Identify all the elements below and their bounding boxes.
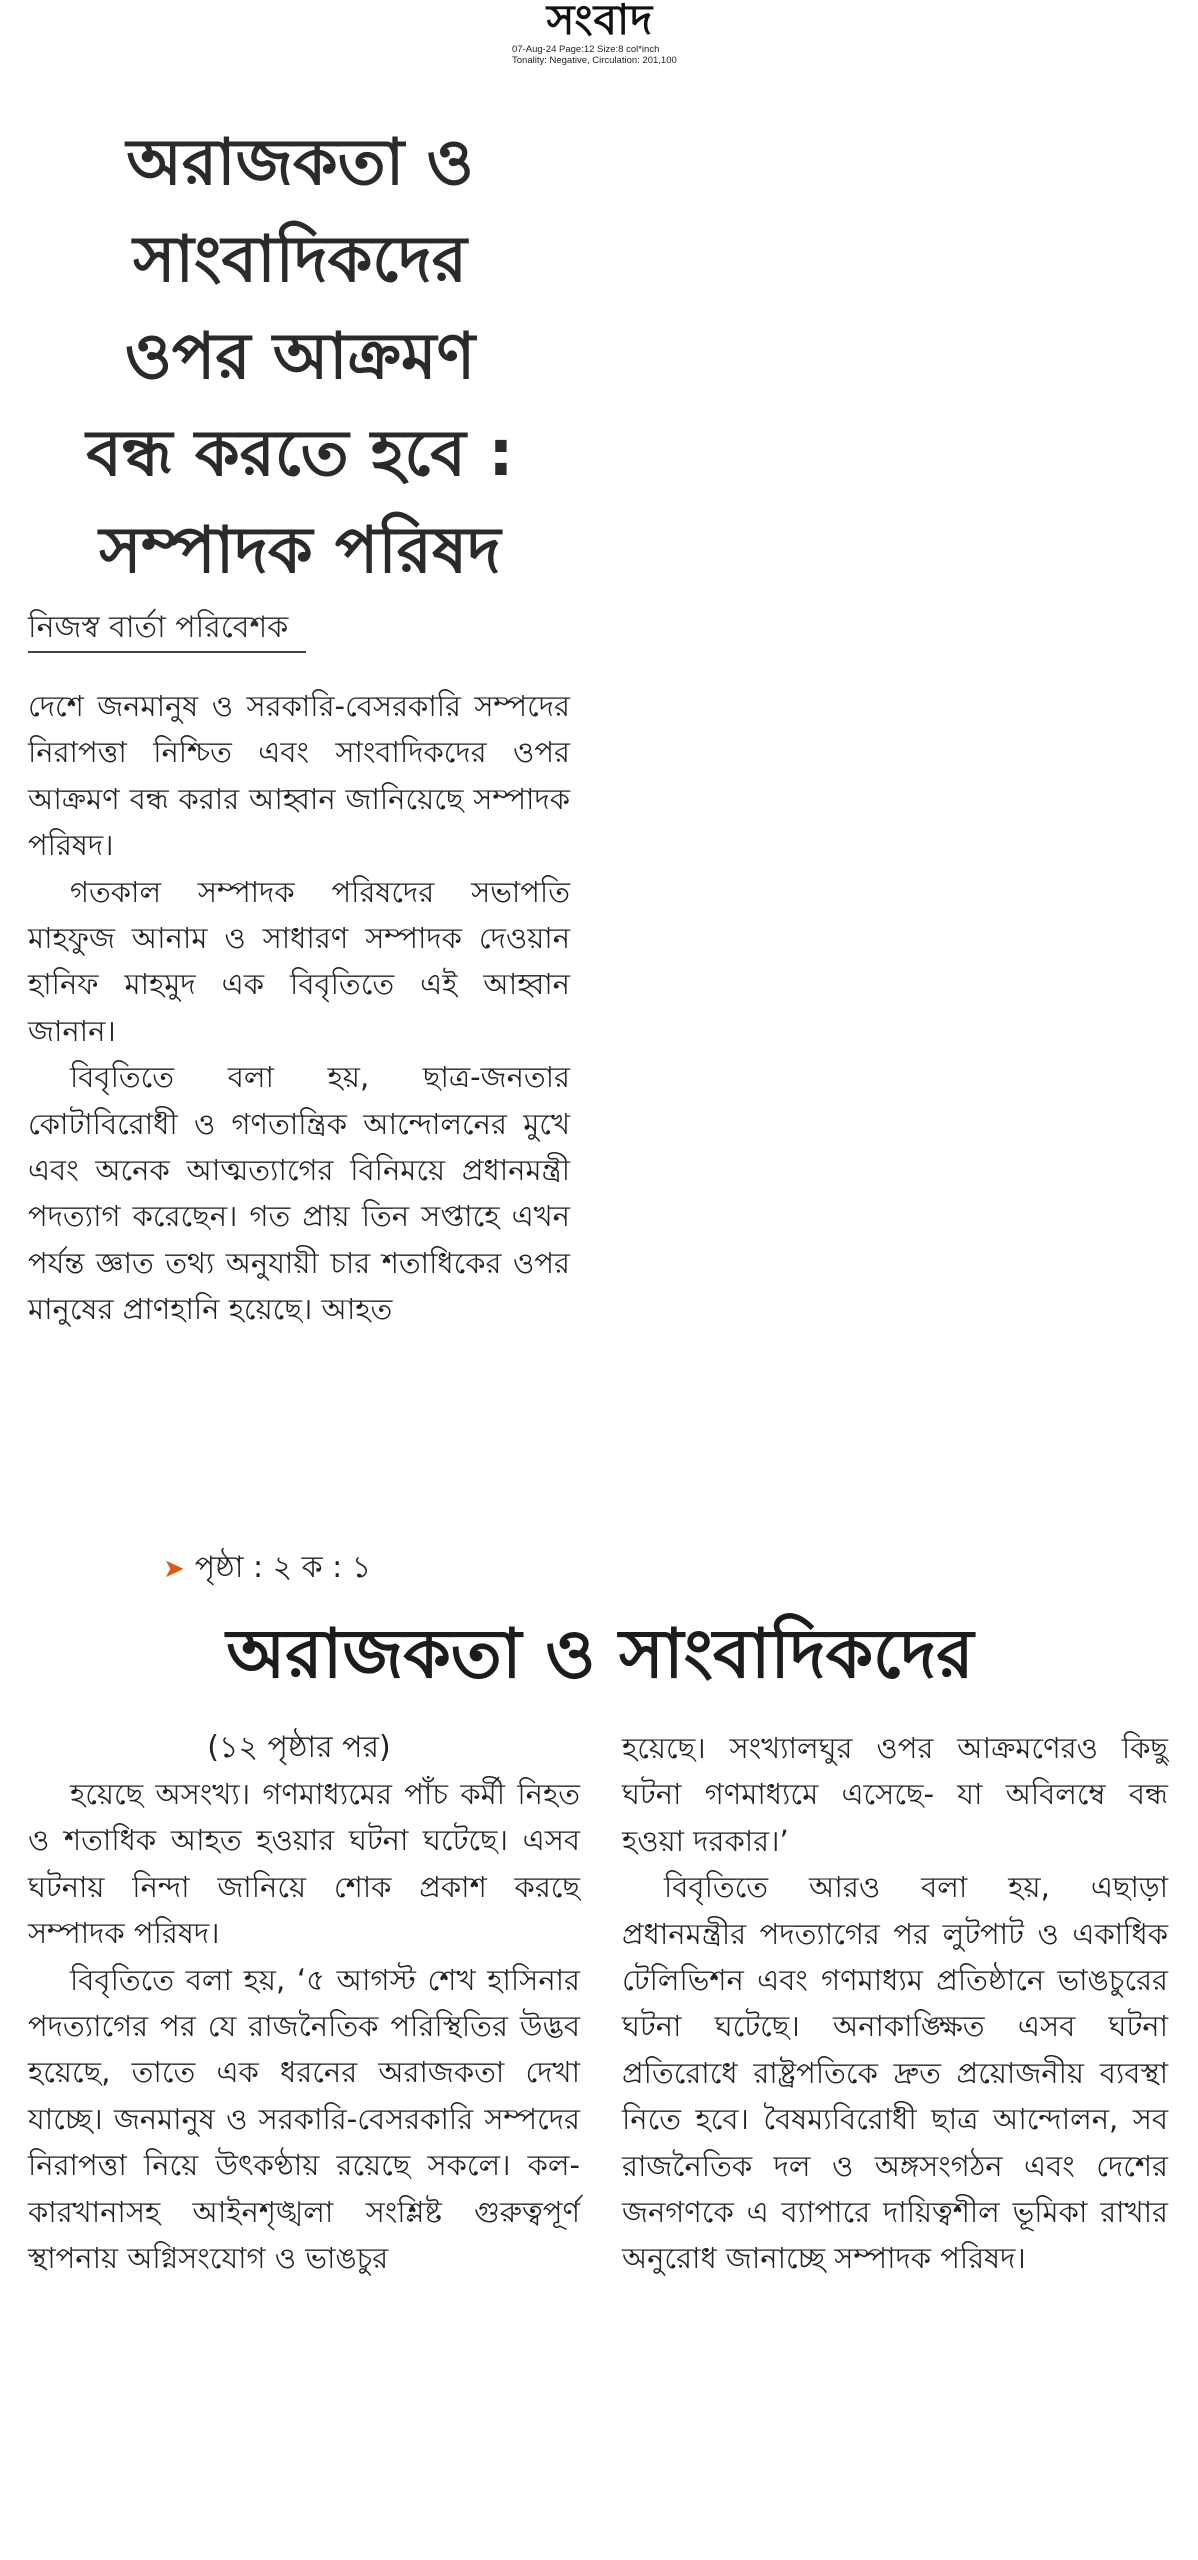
paragraph: বিবৃতিতে বলা হয়, ‘৫ আগস্ট শেখ হাসিনার পদত্যাগের পর যে রাজনৈতিক পরিস্থিতির উদ্ভব হয়েছে, তাতে এক ধরনের অরাজকতা দেখা যাচ্ছে। জনমানুষ ও সরকারি-বেসরকারি সম্পদের নিরাপত্তা নিয়ে উৎকণ্ঠায় রয়েছে সকলে। কল-কারখানাসহ আইনশৃঙ্খলা সংশ্লিষ্ট গুরুত্বপূর্ণ স্থাপনায় অগ্নিসংযোগ ও ভাঙচুর bbox=[28, 1962, 580, 2276]
byline: নিজস্ব বার্তা পরিবেশক bbox=[28, 605, 306, 653]
paragraph: গতকাল সম্পাদক পরিষদের সভাপতি মাহফুজ আনাম ও সাধারণ সম্পাদক দেওয়ান হানিফ মাহমুদ এক বিবৃতিতে এই আহ্বান জানান। bbox=[28, 874, 570, 1048]
continued-from-label: (১২ পৃষ্ঠার পর) bbox=[207, 1730, 391, 1765]
headline-line: বন্ধ করতে হবে : bbox=[86, 417, 514, 491]
clipping-meta-line: 07-Aug-24 Page:12 Size:8 col*inch bbox=[512, 44, 660, 55]
article-column-1 bbox=[28, 683, 570, 1333]
paragraph: বিবৃতিতে বলা হয়, ছাত্র-জনতার কোটাবিরোধী ও গণতান্ত্রিক আন্দোলনের মুখে এবং অনেক আত্মত্যাগের বিনিময়ে প্রধানমন্ত্রী পদত্যাগ করেছেন। গত প্রায় তিন সপ্তাহে এখন পর্যন্ত জ্ঞাত তথ্য অনুযায়ী চার শতাধিকের ওপর মানুষের প্রাণহানি হয়েছে। আহত bbox=[28, 1060, 570, 1327]
clipping-meta bbox=[512, 44, 772, 66]
paragraph: দেশে জনমানুষ ও সরকারি-বেসরকারি সম্পদের নিরাপত্তা নিশ্চিত এবং সাংবাদিকদের ওপর আক্রমণ বন্ধ করার আহ্বান জানিয়েছে সম্পাদক পরিষদ। bbox=[28, 689, 570, 863]
continued-on-page bbox=[163, 1545, 371, 1592]
clipping-meta-line: Tonality: Negative, Circulation: 201,100 bbox=[512, 55, 677, 66]
article-column-2 bbox=[28, 1771, 580, 2281]
jump-text: পৃষ্ঠা : ২ ক : ১ bbox=[194, 1550, 372, 1585]
continuation-headline: অরাজকতা ও সাংবাদিকদের bbox=[226, 1615, 974, 1694]
article-column-3 bbox=[622, 1725, 1168, 2282]
paragraph: হয়েছে অসংখ্য। গণমাধ্যমের পাঁচ কর্মী নিহত ও শতাধিক আহত হওয়ার ঘটনা ঘটেছে। এসব ঘটনায় নিন্দা জানিয়ে শোক প্রকাশ করছে সম্পাদক পরিষদ। bbox=[28, 1777, 580, 1951]
newspaper-masthead bbox=[470, 0, 730, 44]
headline-line: অরাজকতা ও bbox=[126, 126, 474, 200]
paragraph: হয়েছে। সংখ্যালঘুর ওপর আক্রমণেরও কিছু ঘটনা গণমাধ্যমে এসেছে- যা অবিলম্বে বন্ধ হওয়া দরকার।’ bbox=[622, 1731, 1168, 1858]
headline-line: সম্পাদক পরিষদ bbox=[99, 514, 501, 588]
paragraph: বিবৃতিতে আরও বলা হয়, এছাড়া প্রধানমন্ত্রীর পদত্যাগের পর লুটপাট ও একাধিক টেলিভিশন এবং গণমাধ্যম প্রতিষ্ঠানে ভাঙচুরের ঘটনা ঘটেছে। অনাকাঙ্ক্ষিত এসব ঘটনা প্রতিরোধে রাষ্ট্রপতিকে দ্রুত প্রয়োজনীয় ব্যবস্থা নিতে হবে। বৈষম্যবিরোধী ছাত্র আন্দোলন, সব রাজনৈতিক দল ও অঙ্গসংগঠন এবং দেশের জনগণকে এ ব্যাপারে দায়িত্বশীল ভূমিকা রাখার অনুরোধ জানাচ্ছে সম্পাদক পরিষদ। bbox=[622, 1870, 1168, 2276]
headline-line: সাংবাদিকদের bbox=[133, 223, 467, 297]
newspaper-logo: সংবাদ bbox=[546, 0, 654, 44]
headline-line: ওপর আক্রমণ bbox=[124, 320, 476, 394]
article-headline bbox=[20, 115, 580, 600]
arrow-right-icon: ➤ bbox=[163, 1554, 185, 1584]
